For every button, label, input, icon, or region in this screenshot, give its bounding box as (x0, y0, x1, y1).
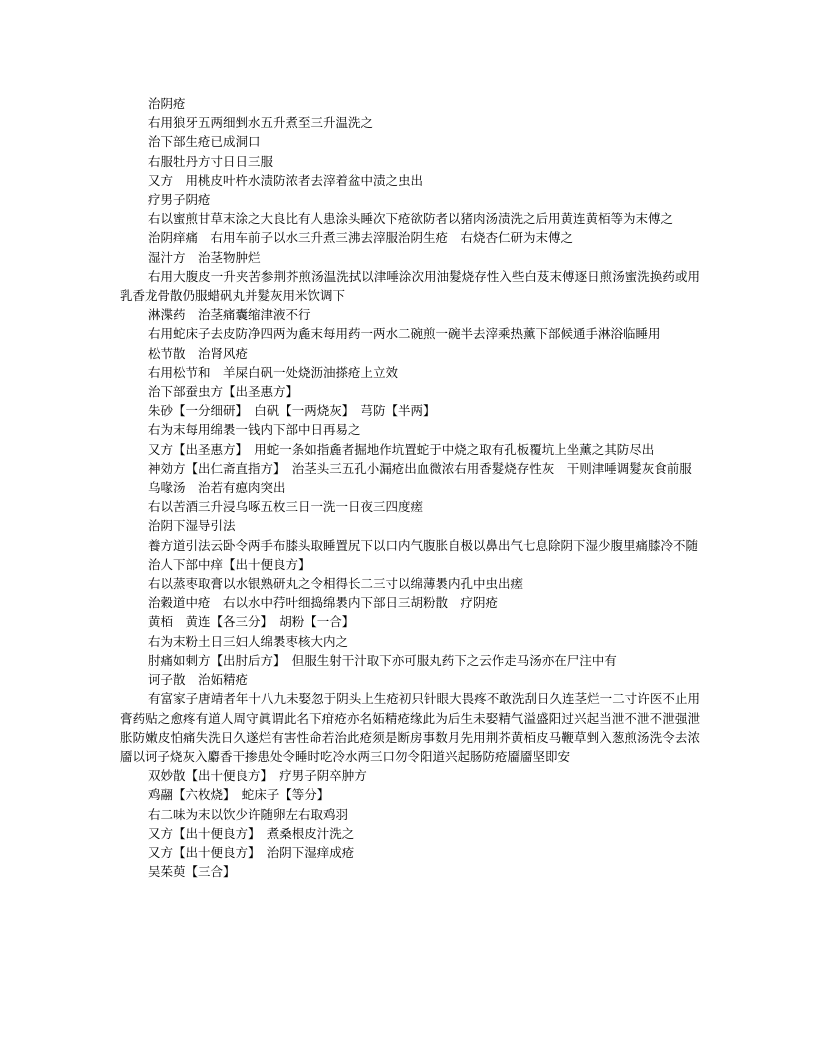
paragraph: 治阴痒痛 右用车前子以水三升煮三沸去滓服治阴生疮 右烧杏仁研为末傅之 (148, 230, 574, 246)
paragraph: 右用狼牙五两细剉水五升煮至三升温洗之 (148, 115, 374, 131)
paragraph: 松节散 治肾风疮 (148, 345, 249, 361)
paragraph: 又方【出十便良方】 煮桑根皮汁洗之 (148, 825, 355, 841)
paragraph: 治阴疮 (148, 96, 186, 111)
paragraph: 又方【出圣惠方】 用蛇一条如指麁者掘地作坑置蛇于中烧之取有孔板覆坑上坐薰之其防尽出 (148, 441, 655, 457)
document-body (120, 94, 700, 881)
paragraph: 鸡翮【六枚烧】 蛇床子【等分】 (148, 787, 330, 803)
paragraph: 右以苦酒三升浸乌啄五枚三日一洗一日夜三四度瘥 (148, 499, 424, 515)
paragraph: 治下部蚕虫方【出圣惠方】 (148, 384, 299, 400)
paragraph: 疗男子阴疮 (148, 192, 211, 208)
paragraph: 治人下部中痒【出十便良方】 (148, 556, 311, 572)
paragraph: 右以蜜煎甘草末涂之大良比有人患涂头睡次下疮欲防者以猪肉汤渍洗之后用黄连黄栢等为末傅之 (148, 211, 674, 227)
paragraph: 右用大腹皮一升夹苦参荆芥煎汤温洗拭以津唾涂次用油髮烧存性入些白芨末傅逐日煎汤蜜洗换药或用乳香龙骨散仍服蜡矾丸并髮灰用米饮调下 (120, 268, 700, 304)
paragraph: 治阴下湿导引法 (148, 518, 236, 534)
paragraph: 右为末粉土日三妇人绵褁枣核大内之 (148, 633, 349, 649)
paragraph: 右用松节和 羊屎白矾一处烧沥油搽疮上立效 (148, 364, 399, 380)
paragraph: 又方 用桃皮叶杵水渍防浓者去滓着盆中渍之虫出 (148, 172, 424, 188)
paragraph: 神効方【出仁斋直指方】 治茎头三五孔小漏疮出血微浓右用香髮烧存性灰 干则津唾调髮灰食前服 (148, 460, 692, 476)
paragraph: 治穀道中疮 右以水中荇叶细捣绵褁内下部日三胡粉散 疗阴疮 (148, 595, 499, 611)
paragraph: 右为末每用绵褁一钱内下部中日再易之 (148, 422, 361, 438)
paragraph: 右用蛇床子去皮防净四两为麁末每用药一两水二碗煎一碗半去滓乘热薰下部候通手淋浴临睡用 (148, 326, 661, 342)
paragraph: 乌喙汤 治若有瘜肉突出 (148, 480, 286, 496)
paragraph: 養方道引法云卧令两手布膝头取睡置尻下以口内气腹胀自极以鼻出气七息除阴下湿少腹里痛膝冷不随 (148, 537, 699, 553)
paragraph: 淋渫药 治茎痛囊缩津液不行 (148, 307, 311, 323)
paragraph: 黄栢 黄连【各三分】 胡粉【一合】 (148, 614, 355, 630)
paragraph: 双妙散【出十便良方】 疗男子阴卒肿方 (148, 768, 367, 784)
paragraph: 右以蒸枣取膏以水银熟研丸之令相得长二三寸以绵薄褁内孔中虫出瘥 (148, 576, 524, 592)
paragraph: 有富家子唐靖者年十八九未娶忽于阴头上生疮初只针眼大畏疼不敢洗刮日久连茎烂一二寸许医不止用膏药贴之愈疼有道人周守眞谓此名下疳疮亦名妬精疮缘此为后生未娶精气溢盛阳过兴起当泄不泄不泄强泄胀防嫩皮怕痛失洗日久遂烂有害性命若治此疮须是断房事数月先用荆芥黄栢皮马鞭草剉入葱煎汤洗令去浓靥以诃子烧灰入麝香干掺患处令睡时吃冷水两三口勿令阳道兴起肠防疮靥靥坚即安 (120, 691, 700, 764)
paragraph: 湿汁方 治茎物肿烂 (148, 249, 261, 265)
paragraph: 诃子散 治妬精疮 (148, 672, 249, 688)
paragraph: 肘痛如刺方【出肘后方】 但服生射干汁取下亦可服丸药下之云作走马汤亦在尸注中有 (148, 652, 617, 668)
paragraph: 右二味为末以饮少许随卵左右取鸡羽 (148, 806, 349, 822)
paragraph: 又方【出十便良方】 治阴下湿痒成疮 (148, 844, 355, 860)
paragraph: 右服牡丹方寸日日三服 (148, 153, 274, 169)
paragraph: 吴茱萸【三合】 (148, 864, 236, 880)
paragraph: 治下部生疮已成洞口 (148, 134, 261, 150)
paragraph: 朱砂【一分细研】 白矾【一两烧灰】 芎防【半两】 (148, 403, 436, 419)
